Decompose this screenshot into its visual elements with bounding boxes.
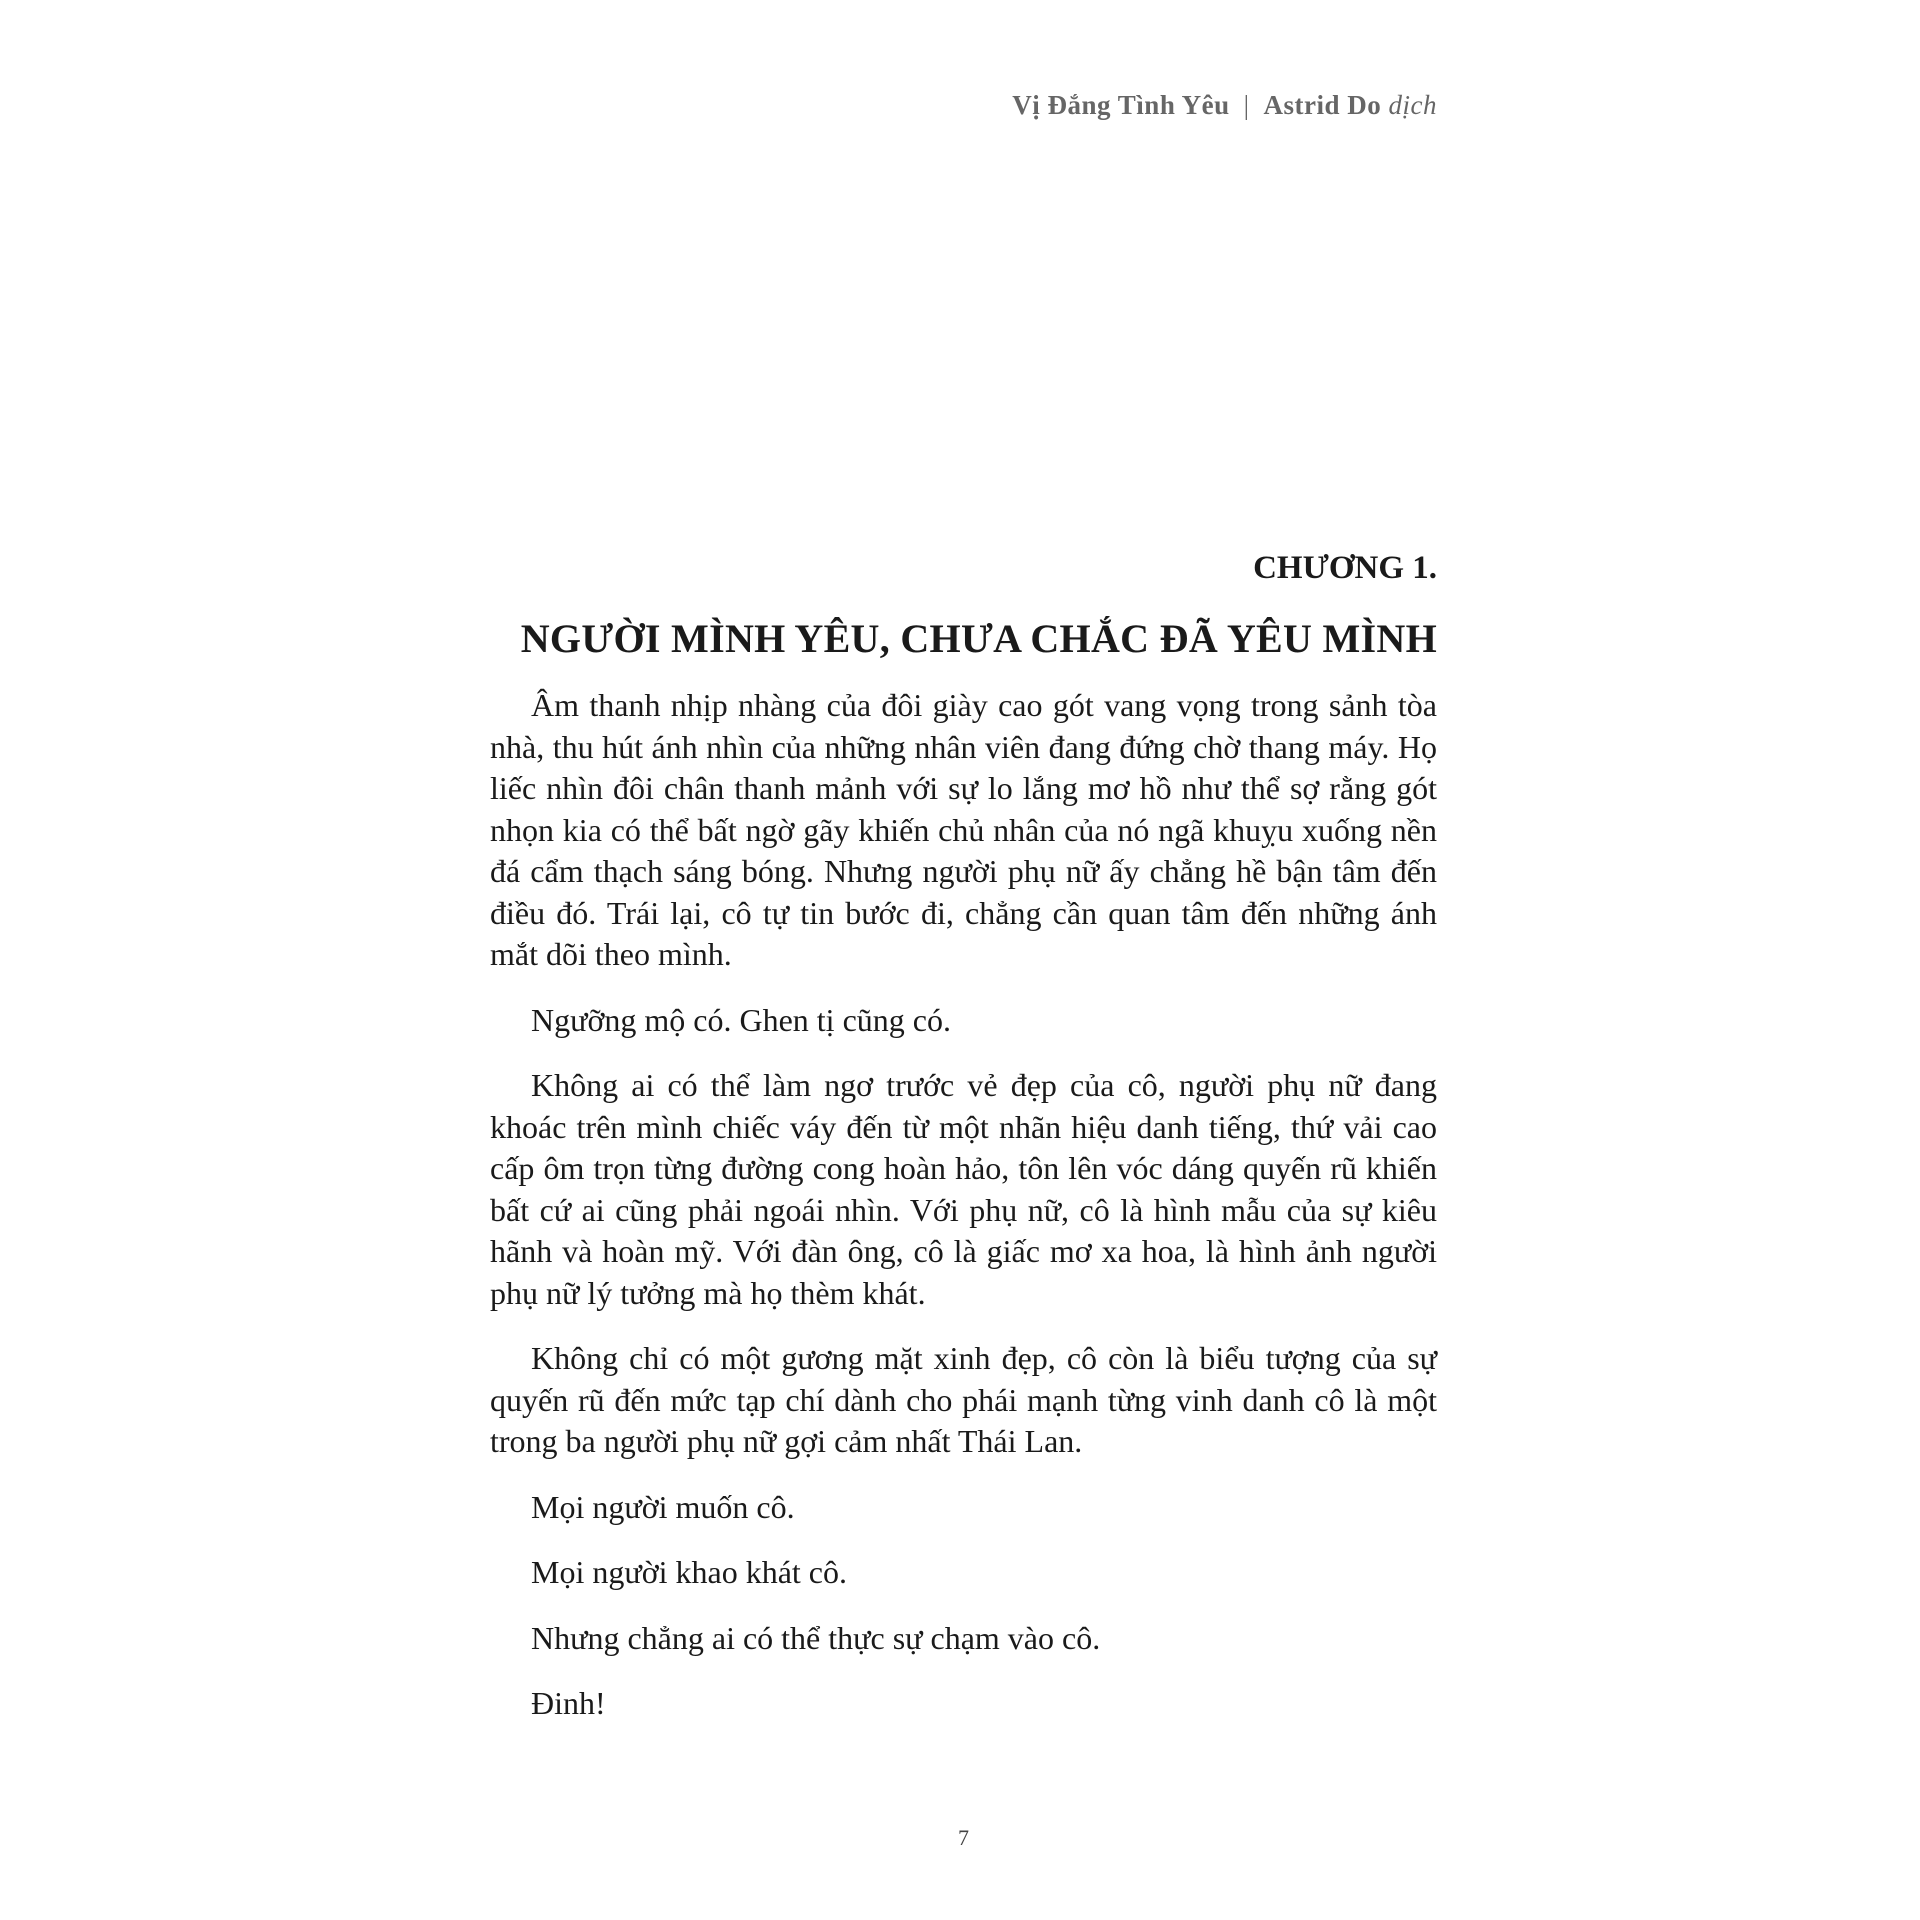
chapter-label: CHƯƠNG 1.	[1253, 550, 1437, 586]
paragraph: Nhưng chẳng ai có thể thực sự chạm vào cô.	[531, 1619, 1101, 1656]
paragraph: Đinh!	[531, 1685, 606, 1721]
page-number: 7	[958, 1825, 969, 1850]
paragraph: Mọi người muốn cô.	[531, 1488, 795, 1525]
paragraph: Không ai có thể làm ngơ trước vẻ đẹp của cô, người phụ nữ đang khoác trên mình chiếc váy đến từ một nhãn hiệu danh tiếng, thứ vải cao cấp ôm trọn từng đường cong hoàn hảo, tôn lên vóc dáng quyến rũ khiến bất cứ ai cũng phải ngoái nhìn. Với phụ nữ, cô là hình mẫu của sự kiêu hãnh và hoàn mỹ. Với đàn ông, cô là giấc mơ xa hoa, là hình ảnh người phụ nữ lý tưởng mà họ thèm khát.	[490, 1067, 1437, 1311]
translator-name: Astrid Do	[1263, 90, 1382, 120]
paragraph: Mọi người khao khát cô.	[531, 1554, 847, 1590]
book-page	[490, 0, 1437, 1920]
paragraph: Ngưỡng mộ có. Ghen tị cũng có.	[531, 1001, 951, 1038]
body-text	[490, 685, 1437, 1749]
translator-role: dịch	[1388, 90, 1437, 120]
header-separator: |	[1243, 90, 1250, 120]
chapter-title: NGƯỜI MÌNH YÊU, CHƯA CHẮC ĐÃ YÊU MÌNH	[520, 616, 1437, 661]
paragraph: Không chỉ có một gương mặt xinh đẹp, cô còn là biểu tượng của sự quyến rũ đến mức tạp chí dành cho phái mạnh từng vinh danh cô là một trong ba người phụ nữ gợi cảm nhất Thái Lan.	[490, 1340, 1437, 1459]
running-header	[1012, 90, 1437, 121]
paragraph: Âm thanh nhịp nhàng của đôi giày cao gót vang vọng trong sảnh tòa nhà, thu hút ánh nhìn của những nhân viên đang đứng chờ thang máy. Họ liếc nhìn đôi chân thanh mảnh với sự lo lắng mơ hồ như thể sợ rằng gót nhọn kia có thể bất ngờ gãy khiến chủ nhân của nó ngã khuỵu xuống nền đá cẩm thạch sáng bóng. Nhưng người phụ nữ ấy chẳng hề bận tâm đến điều đó. Trái lại, cô tự tin bước đi, chẳng cần quan tâm đến những ánh mắt dõi theo mình.	[490, 687, 1437, 972]
book-title: Vị Đắng Tình Yêu	[1012, 90, 1230, 120]
